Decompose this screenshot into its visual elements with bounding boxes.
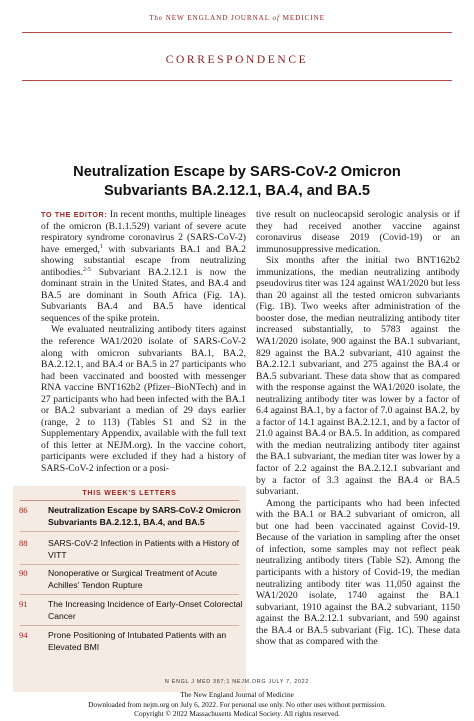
page-citation: N ENGL J MED 387;1 NEJM.ORG JULY 7, 2022	[164, 679, 310, 685]
article-title	[30, 163, 444, 201]
right-column	[256, 209, 460, 648]
letter-separator	[20, 625, 239, 626]
letter-separator	[20, 531, 239, 532]
to-editor-label: TO THE EDITOR:	[41, 210, 108, 219]
article-title-line1: Neutralization Escape by SARS-CoV-2 Omicron	[73, 164, 401, 180]
letter-separator	[20, 564, 239, 565]
letter-title[interactable]: Nonoperative or Surgical Treatment of Acute Achilles' Tendon Rupture	[48, 568, 218, 590]
left-paragraph-2: We evaluated neutralizing antibody titers against the reference WA1/2020 isolate of SARS-CoV-2 along with omicron subvariants BA.1, BA.2, BA.2.12.1, and BA.4 or BA.5 in 27 participants who had been vaccinated and boosted with messenger RNA vaccine BNT162b2 (Pfizer–BioNTech) and in 27 participants who had been infected with the BA.1 or BA.2 subvariant a median of 29 days earlier (range, 2 to 113) (Tables S1 and S2 in the Supplementary Appendix, available with the full text of this letter at NEJM.org). In the vaccine cohort, participants were excluded if they had a history of SARS-CoV-2 infection or a posi-	[41, 324, 246, 475]
letters-divider	[20, 500, 239, 501]
section-label: CORRESPONDENCE	[165, 54, 309, 66]
letter-page-number: 88	[19, 538, 28, 548]
download-notice	[0, 690, 474, 719]
right-paragraph-3: Among the participants who had been infected with the BA.1 or BA.2 subvariant of omicron, all but one had been vaccinated against Covid-19. Because of the variation in sampling after the onset of infection, some samples may not reflect peak neutralizing antibody titers (Table S2). Among the participants with a history of Covid-19, the median neutralizing antibody titer was 11,050 against the WA1/2020 isolate, 1740 against the BA.1 subvariant, 1910 against the BA.2 subvariant, 1150 against the BA.2.12.1 subvariant, and 590 against the BA.4 or BA.5 subvariant (Fig. 1C). These data show that as compared with the	[256, 497, 460, 648]
section-rule	[22, 80, 452, 81]
journal-name-footer: The New England Journal of Medicine	[180, 690, 294, 699]
letters-heading: THIS WEEK'S LETTERS	[82, 490, 177, 497]
header-rule	[22, 32, 452, 33]
letter-title[interactable]: Neutralization Escape by SARS-CoV-2 Omicron Subvariants BA.2.12.1, BA.4, and BA.5	[48, 505, 241, 527]
left-paragraph-1: TO THE EDITOR: In recent months, multiple lineages of the omicron (B.1.1.529) variant of severe acute respiratory syndrome coronavirus 2 (SARS-CoV-2) have emerged,$^1$ with subvariants BA.1 and BA.2 showing substantial escape from neutralizing antibodies.$^{2-5}$ Subvariant BA.2.12.1 is now the dominant strain in the United States, and BA.4 and BA.5 are dominant in South Africa (Fig. 1A). Subvariants BA.4 and BA.5 have identical sequences of the spike protein.	[41, 209, 246, 324]
right-paragraph-1: tive result on nucleocapsid serologic analysis or if they had received another vaccine against coronavirus disease 2019 (Covid-19) or an immunosuppressive medication.	[256, 209, 460, 255]
download-line: Downloaded from nejm.org on July 6, 2022. For personal use only. No other uses without permission.	[88, 699, 386, 709]
letter-page-number: 90	[19, 568, 28, 578]
reference-2-5[interactable]: 2-5	[82, 266, 91, 273]
article-title-line2: Subvariants BA.2.12.1, BA.4, and BA.5	[103, 183, 370, 199]
letter-title[interactable]: SARS-CoV-2 Infection in Patients with a History of VITT	[48, 538, 240, 560]
letter-page-number: 94	[19, 630, 28, 640]
letter-page-number: 91	[19, 599, 28, 609]
reference-1[interactable]: 1	[99, 243, 103, 250]
copyright-line: Copyright © 2022 Massachusetts Medical Society. All rights reserved.	[134, 709, 340, 719]
journal-masthead: The NEW ENGLAND JOURNAL of MEDICINE	[149, 14, 325, 22]
left-column	[41, 209, 246, 475]
letter-page-number: 86	[19, 505, 28, 515]
letter-title[interactable]: The Increasing Incidence of Early-Onset Colorectal Cancer	[48, 599, 243, 621]
right-paragraph-2: Six months after the initial two BNT162b2 immunizations, the median neutralizing antibody pseudovirus titer was 124 against WA1/2020 but less than 20 against all the tested omicron subvariants (Fig. 1B). Two weeks after administration of the booster dose, the median neutralizing antibody titer increased substantially, to 5783 against the WA1/2020 isolate, 900 against the BA.1 subvariant, 829 against the BA.2 subvariant, 410 against the BA.2.12.1 subvariant, and 275 against the BA.4 or BA.5 subvariant. These data show that as compared with the response against the WA1/2020 isolate, the neutralizing antibody titer was lower by a factor of 6.4 against BA.1, by a factor of 7.0 against BA.2, by a factor of 14.1 against BA.2.12.1, and by a factor of 21.0 against BA.4 or BA.5. In addition, as compared with the median neutralizing antibody titer against the BA.1 subvariant, the median titer was lower by a factor of 2.2 against the BA.2.12.1 subvariant and by a factor of 3.3 against the BA.4 or BA.5 subvariant.	[256, 255, 460, 498]
letter-title[interactable]: Prone Positioning of Intubated Patients with an Elevated BMI	[48, 630, 227, 652]
letter-separator	[20, 594, 239, 595]
